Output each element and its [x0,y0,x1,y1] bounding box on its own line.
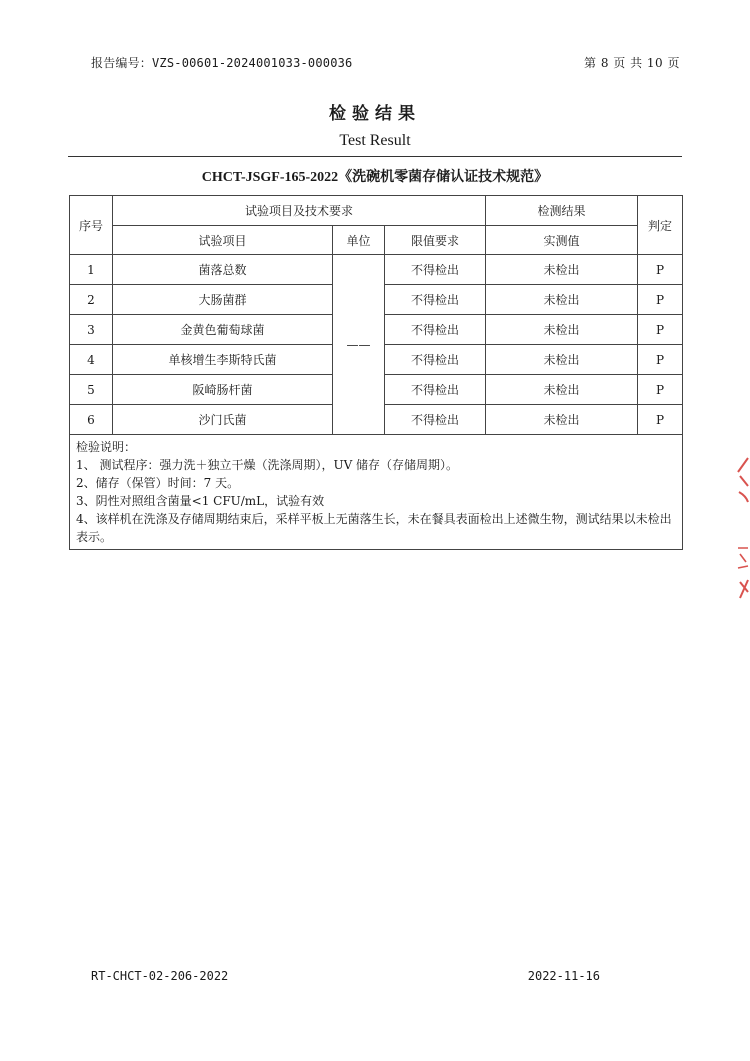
row-limit: 不得检出 [385,345,486,375]
title-divider [68,156,682,157]
row-limit: 不得检出 [385,405,486,435]
table-header-row-2 [70,226,683,255]
row-limit: 不得检出 [385,255,486,285]
row-judge: P [638,285,683,315]
row-seq: 3 [70,315,113,345]
table-header-row-1 [70,196,683,226]
row-measured: 未检出 [486,255,638,285]
row-judge: P [638,375,683,405]
standard-title: CHCT-JSGF-165-2022《洗碗机零菌存储认证技术规范》 [201,170,549,185]
footer-doc-code: RT-CHCT-02-206-2022 [91,969,229,983]
header-limit: 限值要求 [385,226,486,255]
row-judge: P [638,405,683,435]
header-result-group: 检测结果 [486,196,638,226]
seal-stamp-icon [734,452,750,602]
row-measured: 未检出 [486,315,638,345]
row-measured: 未检出 [486,345,638,375]
row-seq: 4 [70,345,113,375]
header-item: 试验项目 [113,226,333,255]
row-seq: 2 [70,285,113,315]
row-item: 金黄色葡萄球菌 [113,315,333,345]
row-judge: P [638,345,683,375]
row-judge: P [638,315,683,345]
notes-title: 检验说明： [76,440,137,454]
report-number: 报告编号：VZS-00601-2024001033-000036 [91,56,353,70]
row-item: 菌落总数 [113,255,333,285]
page-title-cn: 检验结果 [329,104,421,124]
row-item: 沙门氏菌 [113,405,333,435]
page-title-en: Test Result [339,132,411,149]
header-seq: 序号 [70,196,113,255]
header-unit: 单位 [333,226,385,255]
row-seq: 6 [70,405,113,435]
row-item: 大肠菌群 [113,285,333,315]
notes-cell [70,435,683,550]
row-judge: P [638,255,683,285]
notes-row [70,435,683,550]
row-seq: 5 [70,375,113,405]
table-row [70,255,683,285]
note-item: 1、 测试程序：强力洗＋独立干燥（洗涤周期），UV 储存（存储周期）。 [76,458,459,472]
note-item: 4、该样机在洗涤及存储周期结束后，采样平板上无菌落生长，未在餐具表面检出上述微生物，测试结果以未检出表示。 [76,512,672,544]
header-items-group: 试验项目及技术要求 [113,196,486,226]
row-measured: 未检出 [486,375,638,405]
footer-date: 2022-11-16 [527,969,600,983]
header-judge: 判定 [638,196,683,255]
note-item: 2、储存（保管）时间：7 天。 [76,476,240,490]
row-limit: 不得检出 [385,315,486,345]
note-item: 3、阴性对照组含菌量<1 CFU/mL，试验有效 [76,494,325,508]
row-limit: 不得检出 [385,285,486,315]
row-seq: 1 [70,255,113,285]
page-indicator: 第 8 页 共 10 页 [584,56,680,70]
row-item: 单核增生李斯特氏菌 [113,345,333,375]
row-limit: 不得检出 [385,375,486,405]
row-measured: 未检出 [486,285,638,315]
row-item: 阪崎肠杆菌 [113,375,333,405]
row-measured: 未检出 [486,405,638,435]
header-measured: 实测值 [486,226,638,255]
unit-cell: —— [333,255,385,435]
result-table [69,195,683,550]
